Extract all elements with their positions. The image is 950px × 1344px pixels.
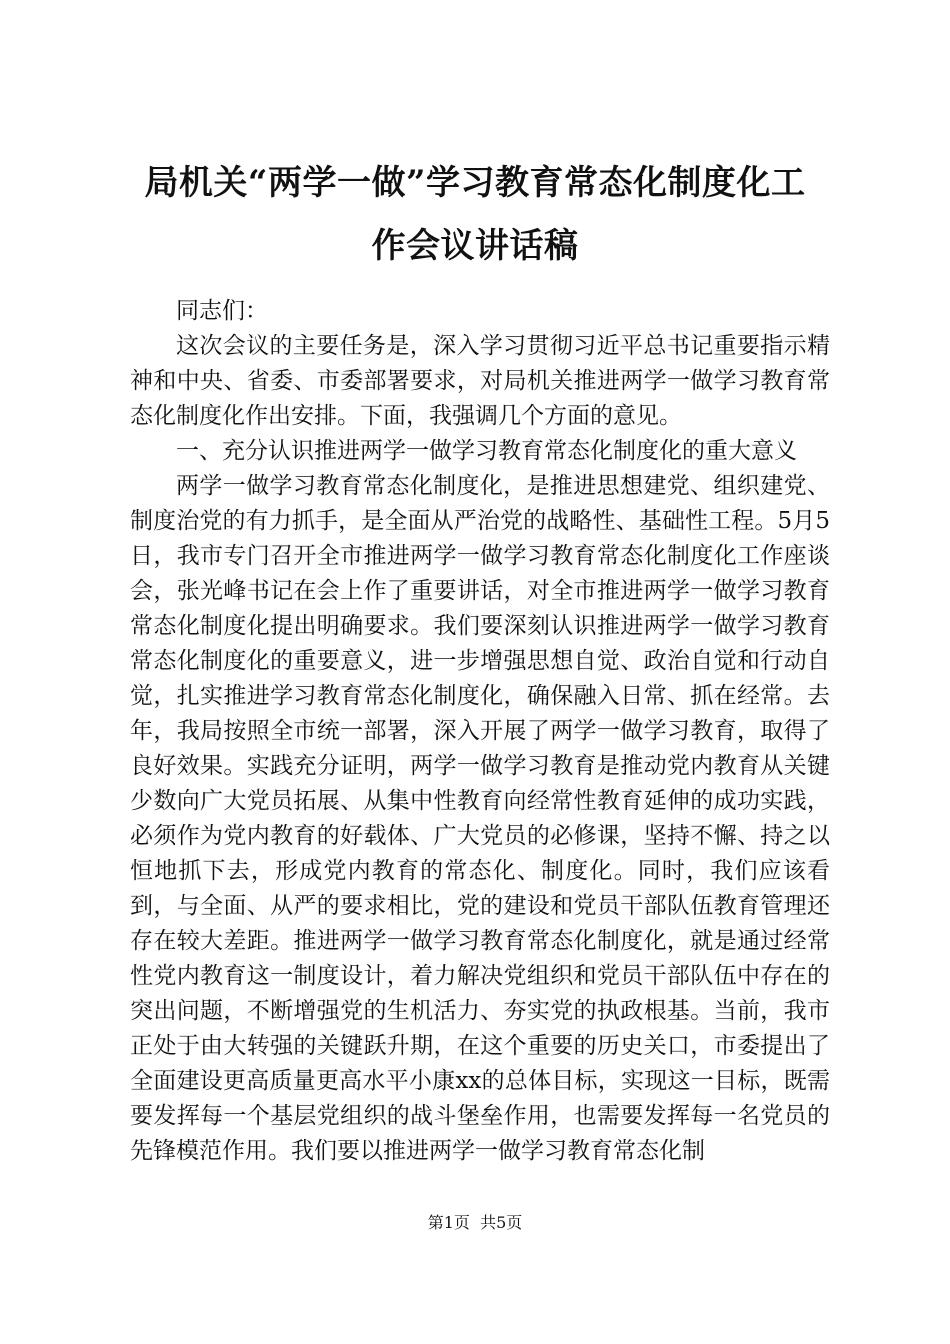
page-number-footer: 第1页 共5页	[427, 1213, 523, 1232]
section-heading-1: 一、充分认识推进两学一做学习教育常态化制度化的重大意义	[176, 438, 797, 464]
salutation: 同志们：	[176, 298, 268, 324]
document-title	[120, 152, 830, 278]
document-body	[130, 294, 830, 1169]
document-title-line-2: 作会议讲话稿	[371, 226, 579, 266]
document-title-line-1: 局机关“两学一做”学习教育常态化制度化工	[144, 163, 806, 203]
paragraph-section-1: 两学一做学习教育常态化制度化，是推进思想建党、组织建党、制度治党的有力抓手，是全面从严治党的战略性、基础性工程。5月5日，我市专门召开全市推进两学一做学习教育常态化制度化工作座谈会，张光峰书记在会上作了重要讲话，对全市推进两学一做学习教育常态化制度化提出明确要求。我们要深刻认识推进两学一做学习教育常态化制度化的重要意义，进一步增强思想自觉、政治自觉和行动自觉，扎实推进学习教育常态化制度化，确保融入日常、抓在经常。去年，我局按照全市统一部署，深入开展了两学一做学习教育，取得了良好效果。实践充分证明，两学一做学习教育是推动党内教育从关键少数向广大党员拓展、从集中性教育向经常性教育延伸的成功实践，必须作为党内教育的好载体、广大党员的必修课，坚持不懈、持之以恒地抓下去，形成党内教育的常态化、制度化。同时，我们应该看到，与全面、从严的要求相比，党的建设和党员干部队伍教育管理还存在较大差距。推进两学一做学习教育常态化制度化，就是通过经常性党内教育这一制度设计，着力解决党组织和党员干部队伍中存在的突出问题，不断增强党的生机活力、夯实党的执政根基。当前，我市正处于由大转强的关键跃升期，在这个重要的历史关口，市委提出了全面建设更高质量更高水平小康xx的总体目标，实现这一目标，既需要发挥每一个基层党组织的战斗堡垒作用，也需要发挥每一名党员的先锋模范作用。我们要以推进两学一做学习教育常态化制	[130, 473, 830, 1164]
paragraph-intro: 这次会议的主要任务是，深入学习贯彻习近平总书记重要指示精神和中央、省委、市委部署要求，对局机关推进两学一做学习教育常态化制度化作出安排。下面，我强调几个方面的意见。	[130, 333, 830, 429]
